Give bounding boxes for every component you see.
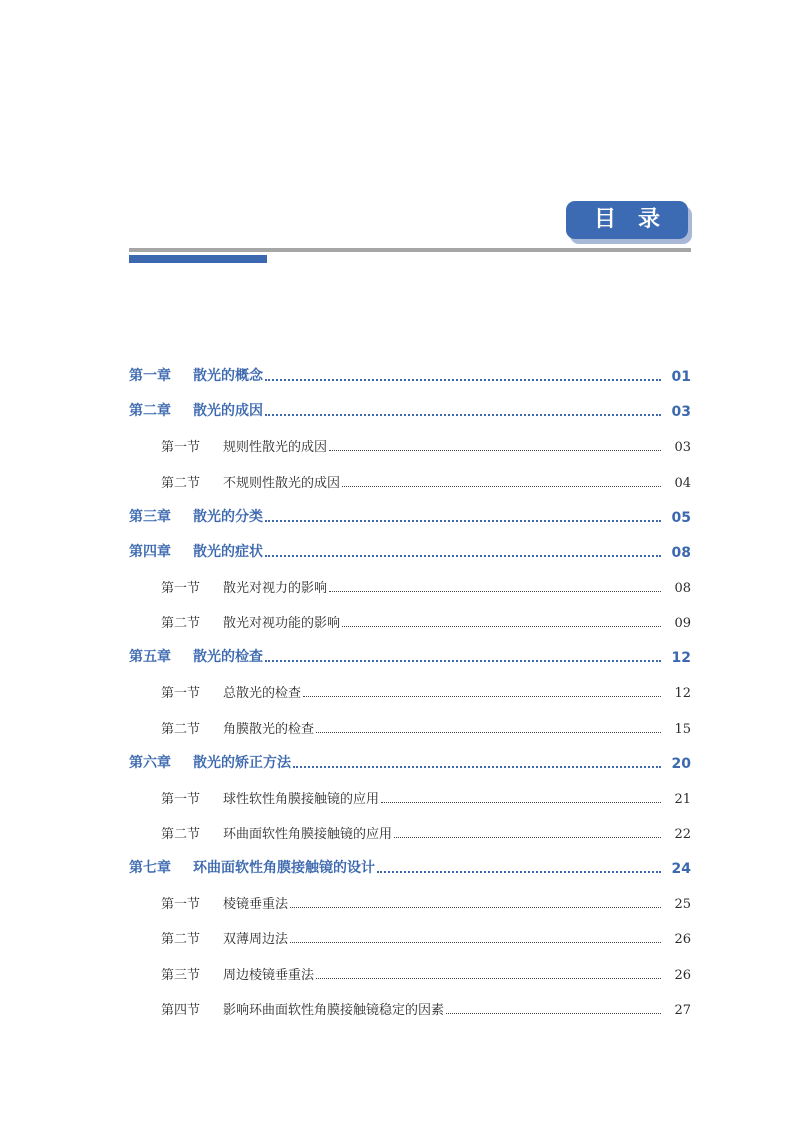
dot-leader xyxy=(394,835,661,838)
toc-entry-number: 第一节 xyxy=(161,686,201,702)
toc-chapter-entry[interactable] xyxy=(129,850,691,885)
toc-entry-title: 散光的概念 xyxy=(193,368,263,385)
toc-entry-number: 第四章 xyxy=(129,543,171,560)
toc-chapter-entry[interactable] xyxy=(129,639,691,674)
toc-entry-label xyxy=(161,472,340,491)
dot-leader xyxy=(265,518,661,522)
toc-entry-title: 散光的症状 xyxy=(193,543,263,560)
toc-entry-title: 规则性散光的成因 xyxy=(223,440,328,456)
header-rule-blue xyxy=(129,255,267,263)
toc-entry-page-number: 05 xyxy=(671,509,691,526)
toc-entry-number: 第四节 xyxy=(161,1002,201,1018)
toc-entry-label xyxy=(161,718,314,737)
table-of-contents xyxy=(129,358,691,1026)
dot-leader xyxy=(329,589,661,592)
toc-entry-page-number: 03 xyxy=(674,440,691,456)
toc-entry-page-number: 15 xyxy=(674,721,691,737)
dot-leader xyxy=(265,377,661,381)
toc-entry-number: 第二节 xyxy=(161,826,201,842)
dot-leader xyxy=(290,940,661,943)
toc-section-entry[interactable] xyxy=(129,463,691,498)
toc-chapter-entry[interactable] xyxy=(129,534,691,569)
toc-entry-label xyxy=(129,541,263,561)
toc-entry-label xyxy=(161,999,444,1018)
toc-section-entry[interactable] xyxy=(129,780,691,815)
toc-entry-page-number: 24 xyxy=(671,861,691,878)
dot-leader xyxy=(342,484,661,487)
toc-entry-title: 球性软性角膜接触镜的应用 xyxy=(223,791,380,807)
toc-entry-label xyxy=(129,646,263,666)
toc-chapter-entry[interactable] xyxy=(129,745,691,780)
toc-entry-title: 周边棱镜垂重法 xyxy=(223,967,315,983)
toc-entry-label xyxy=(129,400,263,420)
toc-chapter-entry[interactable] xyxy=(129,499,691,534)
toc-entry-label xyxy=(161,823,392,842)
toc-entry-number: 第一节 xyxy=(161,580,201,596)
toc-entry-label xyxy=(129,365,263,385)
header-rule-gray xyxy=(129,248,691,252)
toc-entry-label xyxy=(161,682,301,701)
toc-entry-page-number: 25 xyxy=(674,897,691,913)
toc-entry-page-number: 22 xyxy=(674,826,691,842)
toc-section-entry[interactable] xyxy=(129,955,691,990)
dot-leader xyxy=(316,730,661,733)
toc-chapter-entry[interactable] xyxy=(129,393,691,428)
toc-entry-page-number: 01 xyxy=(671,369,691,386)
toc-entry-label xyxy=(129,752,291,772)
toc-entry-number: 第二节 xyxy=(161,616,201,632)
toc-entry-title: 环曲面软性角膜接触镜的设计 xyxy=(193,860,375,877)
toc-section-entry[interactable] xyxy=(129,569,691,604)
toc-entry-label xyxy=(161,893,288,912)
toc-entry-label xyxy=(129,506,263,526)
toc-entry-page-number: 21 xyxy=(674,791,691,807)
toc-entry-title: 角膜散光的检查 xyxy=(223,721,315,737)
toc-section-entry[interactable] xyxy=(129,604,691,639)
toc-entry-title: 散光的矫正方法 xyxy=(193,754,291,771)
toc-entry-title: 双薄周边法 xyxy=(223,932,289,948)
toc-entry-number: 第七章 xyxy=(129,860,171,877)
toc-entry-label xyxy=(161,928,288,947)
dot-leader xyxy=(342,624,661,627)
toc-entry-page-number: 08 xyxy=(671,544,691,561)
toc-entry-page-number: 04 xyxy=(674,475,691,491)
toc-entry-number: 第六章 xyxy=(129,754,171,771)
toc-section-entry[interactable] xyxy=(129,674,691,709)
toc-chapter-entry[interactable] xyxy=(129,358,691,393)
toc-entry-title: 散光的分类 xyxy=(193,508,263,525)
toc-entry-title: 棱镜垂重法 xyxy=(223,897,289,913)
toc-entry-title: 总散光的检查 xyxy=(223,686,302,702)
dot-leader xyxy=(293,764,661,768)
toc-entry-number: 第三章 xyxy=(129,508,171,525)
toc-entry-number: 第一章 xyxy=(129,368,171,385)
toc-entry-number: 第二章 xyxy=(129,403,171,420)
dot-leader xyxy=(265,658,661,662)
toc-entry-number: 第三节 xyxy=(161,967,201,983)
toc-entry-number: 第一节 xyxy=(161,897,201,913)
toc-entry-title: 散光的成因 xyxy=(193,403,263,420)
dot-leader xyxy=(377,869,661,873)
toc-entry-label xyxy=(129,857,375,877)
dot-leader xyxy=(446,1011,661,1014)
toc-entry-label xyxy=(161,436,327,455)
toc-entry-number: 第五章 xyxy=(129,649,171,666)
toc-entry-label xyxy=(161,964,314,983)
toc-entry-title: 不规则性散光的成因 xyxy=(223,475,341,491)
page-title: 目录 xyxy=(566,201,688,239)
toc-entry-number: 第一节 xyxy=(161,440,201,456)
toc-entry-label xyxy=(161,577,327,596)
toc-entry-number: 第二节 xyxy=(161,932,201,948)
dot-leader xyxy=(290,905,661,908)
toc-entry-number: 第二节 xyxy=(161,475,201,491)
toc-entry-page-number: 20 xyxy=(671,755,691,772)
toc-section-entry[interactable] xyxy=(129,991,691,1026)
toc-entry-page-number: 12 xyxy=(674,686,691,702)
dot-leader xyxy=(303,694,661,697)
toc-entry-title: 环曲面软性角膜接触镜的应用 xyxy=(223,826,393,842)
toc-entry-page-number: 26 xyxy=(674,967,691,983)
toc-section-entry[interactable] xyxy=(129,709,691,744)
toc-entry-number: 第一节 xyxy=(161,791,201,807)
dot-leader xyxy=(381,800,661,803)
toc-entry-title: 散光对视功能的影响 xyxy=(223,616,341,632)
toc-entry-label xyxy=(161,612,340,631)
toc-entry-page-number: 08 xyxy=(674,580,691,596)
dot-leader xyxy=(265,412,661,416)
toc-entry-page-number: 12 xyxy=(671,650,691,667)
toc-entry-page-number: 03 xyxy=(671,404,691,421)
dot-leader xyxy=(329,448,661,451)
dot-leader xyxy=(265,553,661,557)
toc-entry-page-number: 09 xyxy=(674,616,691,632)
toc-entry-page-number: 26 xyxy=(674,932,691,948)
toc-section-entry[interactable] xyxy=(129,885,691,920)
toc-entry-title: 散光对视力的影响 xyxy=(223,580,328,596)
toc-entry-label xyxy=(161,788,379,807)
toc-section-entry[interactable] xyxy=(129,428,691,463)
toc-entry-title: 散光的检查 xyxy=(193,649,263,666)
toc-entry-title: 影响环曲面软性角膜接触镜稳定的因素 xyxy=(223,1002,445,1018)
toc-entry-number: 第二节 xyxy=(161,721,201,737)
toc-entry-page-number: 27 xyxy=(674,1002,691,1018)
toc-section-entry[interactable] xyxy=(129,920,691,955)
toc-section-entry[interactable] xyxy=(129,815,691,850)
dot-leader xyxy=(316,976,661,979)
